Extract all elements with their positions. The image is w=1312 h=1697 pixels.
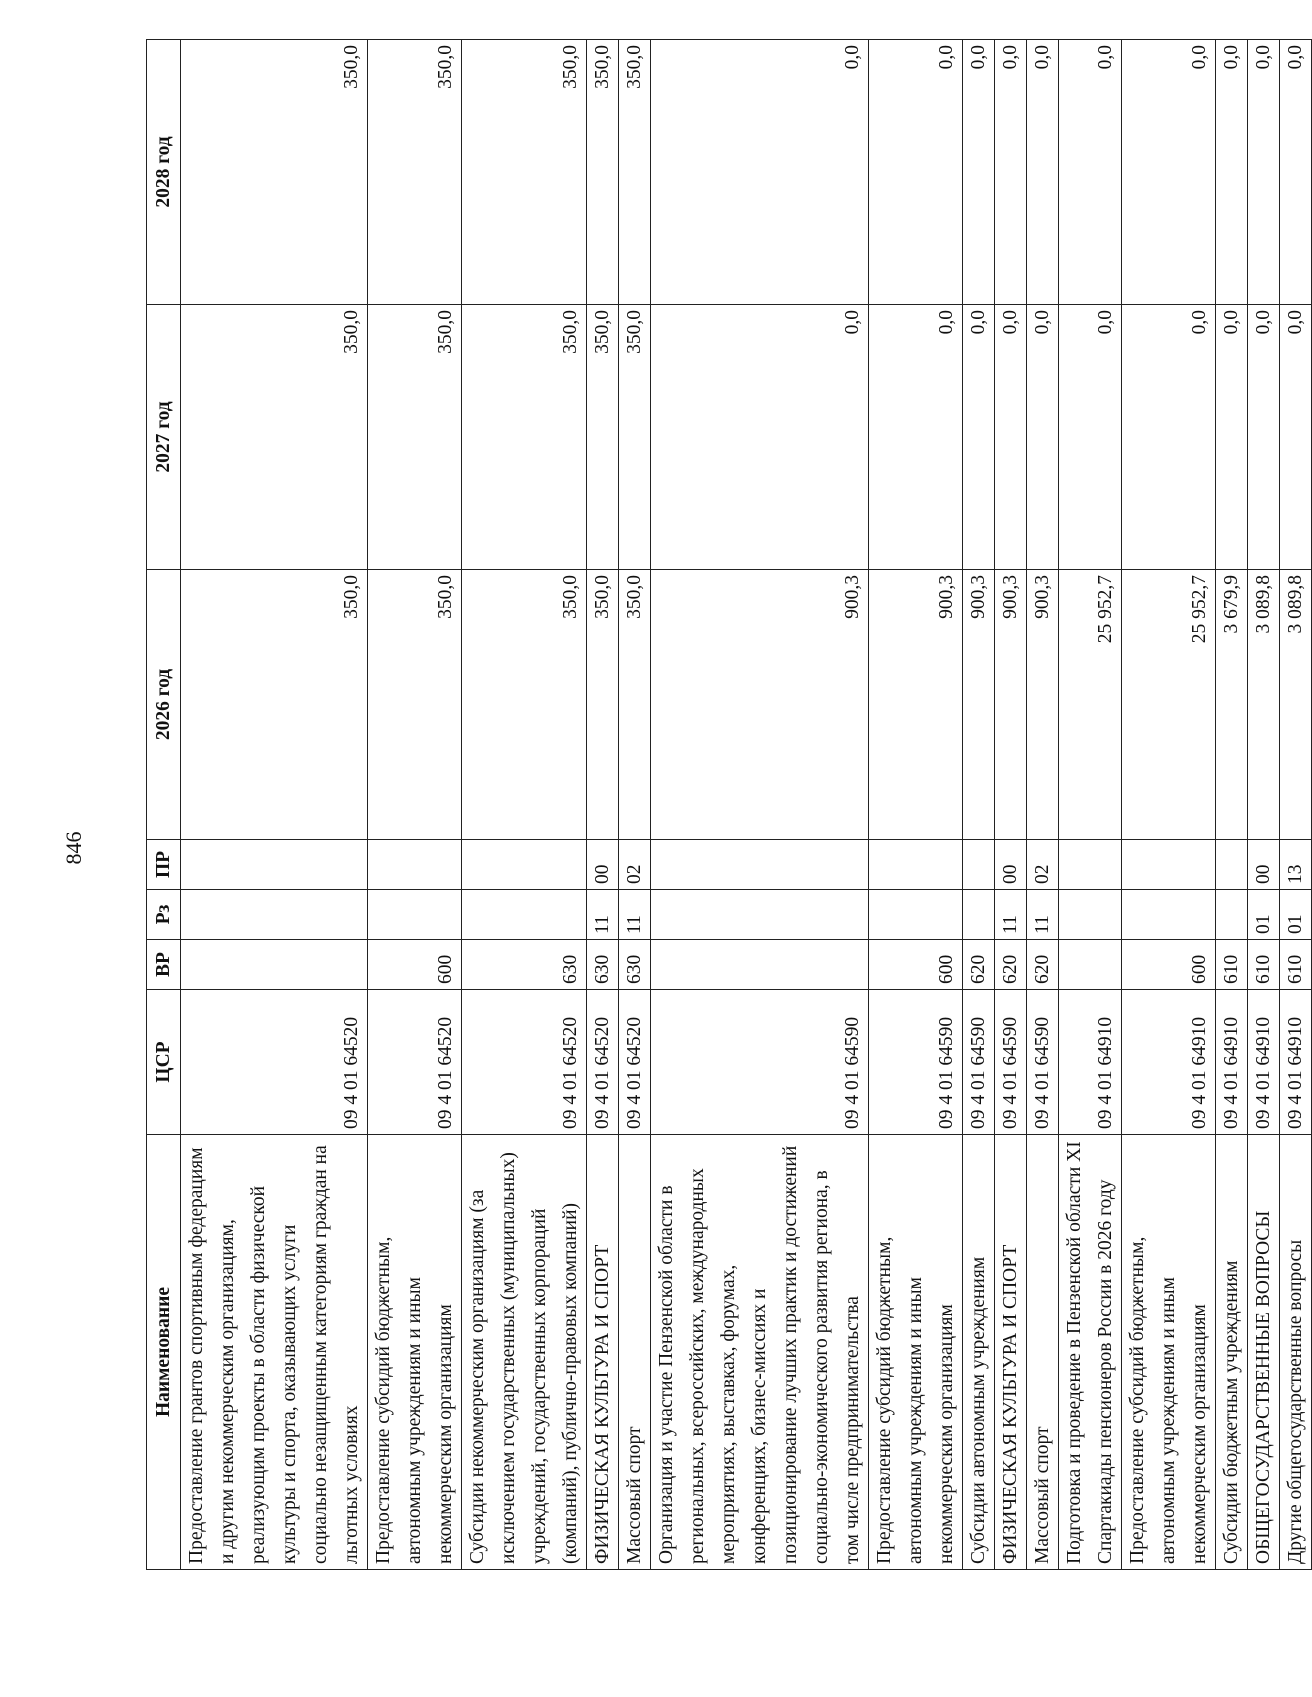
cell-vr: 610 — [1248, 940, 1280, 990]
table-row — [619, 40, 651, 1570]
cell-name: ФИЗИЧЕСКАЯ КУЛЬТУРА И СПОРТ — [587, 1135, 619, 1570]
cell-name: Массовый спорт — [1027, 1135, 1059, 1570]
cell-name: ОБЩЕГОСУДАРСТВЕННЫЕ ВОПРОСЫ — [1248, 1135, 1280, 1570]
cell-rz — [963, 890, 995, 940]
table-row — [181, 40, 368, 1570]
cell-vr: 630 — [587, 940, 619, 990]
cell-pr — [1059, 840, 1122, 890]
cell-pr: 00 — [587, 840, 619, 890]
cell-csr: 09 4 01 64520 — [462, 990, 587, 1135]
cell-vr: 610 — [1216, 940, 1248, 990]
cell-vr: 630 — [619, 940, 651, 990]
cell-pr — [368, 840, 462, 890]
table-row — [1122, 40, 1216, 1570]
cell-name: Субсидии бюджетным учреждениям — [1216, 1135, 1248, 1570]
cell-vr: 620 — [963, 940, 995, 990]
header-row — [147, 40, 181, 1570]
cell-2027: 350,0 — [181, 305, 368, 570]
table-body — [181, 40, 1312, 1570]
table-row — [963, 40, 995, 1570]
cell-2026: 3 089,8 — [1280, 570, 1312, 840]
cell-rz — [869, 890, 963, 940]
cell-2027: 0,0 — [1027, 305, 1059, 570]
cell-vr — [651, 940, 869, 990]
cell-name: Предоставление субсидий бюджетным, автономным учреждениям и иным некоммерческим организациям — [869, 1135, 963, 1570]
table-row — [368, 40, 462, 1570]
cell-2027: 0,0 — [1216, 305, 1248, 570]
cell-csr: 09 4 01 64910 — [1122, 990, 1216, 1135]
cell-vr: 600 — [869, 940, 963, 990]
cell-csr: 09 4 01 64590 — [963, 990, 995, 1135]
table-row — [587, 40, 619, 1570]
cell-name: Другие общегосударственные вопросы — [1280, 1135, 1312, 1570]
cell-pr — [651, 840, 869, 890]
cell-2028: 350,0 — [462, 40, 587, 305]
cell-csr: 09 4 01 64590 — [869, 990, 963, 1135]
cell-rz: 11 — [995, 890, 1027, 940]
cell-csr: 09 4 01 64590 — [651, 990, 869, 1135]
cell-2028: 0,0 — [1059, 40, 1122, 305]
cell-rz — [1216, 890, 1248, 940]
cell-2028: 0,0 — [651, 40, 869, 305]
cell-pr: 00 — [995, 840, 1027, 890]
table-row — [995, 40, 1027, 1570]
cell-name: Массовый спорт — [619, 1135, 651, 1570]
cell-name: Организация и участие Пензенской области в региональных, всероссийских, международных мероприятиях, выставках, форумах, конференциях, бизнес-миссиях и позиционирование лучших практик и достижений социально-экономического развития региона, в том числе предпринимательства — [651, 1135, 869, 1570]
table-row — [869, 40, 963, 1570]
cell-rz — [368, 890, 462, 940]
cell-csr: 09 4 01 64910 — [1280, 990, 1312, 1135]
cell-2026: 3 089,8 — [1248, 570, 1280, 840]
cell-pr — [1216, 840, 1248, 890]
cell-2026: 350,0 — [587, 570, 619, 840]
cell-2026: 350,0 — [181, 570, 368, 840]
cell-csr: 09 4 01 64910 — [1059, 990, 1122, 1135]
cell-name: Предоставление субсидий бюджетным, автономным учреждениям и иным некоммерческим организациям — [1122, 1135, 1216, 1570]
rotated-table-container — [146, 40, 1306, 1570]
table-row — [1059, 40, 1122, 1570]
cell-2026: 900,3 — [995, 570, 1027, 840]
cell-2028: 0,0 — [995, 40, 1027, 305]
cell-pr: 02 — [619, 840, 651, 890]
cell-2027: 350,0 — [587, 305, 619, 570]
cell-2027: 0,0 — [869, 305, 963, 570]
header-2026: 2026 год — [147, 570, 181, 840]
cell-pr — [963, 840, 995, 890]
cell-2026: 900,3 — [869, 570, 963, 840]
cell-pr: 13 — [1280, 840, 1312, 890]
cell-csr: 09 4 01 64910 — [1216, 990, 1248, 1135]
cell-rz: 01 — [1280, 890, 1312, 940]
cell-2028: 350,0 — [587, 40, 619, 305]
cell-2026: 3 679,9 — [1216, 570, 1248, 840]
cell-vr: 620 — [995, 940, 1027, 990]
cell-name: Субсидии автономным учреждениям — [963, 1135, 995, 1570]
cell-name: Предоставление субсидий бюджетным, автономным учреждениям и иным некоммерческим организациям — [368, 1135, 462, 1570]
cell-csr: 09 4 01 64520 — [181, 990, 368, 1135]
cell-pr: 02 — [1027, 840, 1059, 890]
cell-rz: 11 — [619, 890, 651, 940]
cell-pr — [869, 840, 963, 890]
cell-vr — [181, 940, 368, 990]
cell-csr: 09 4 01 64590 — [995, 990, 1027, 1135]
cell-2028: 350,0 — [619, 40, 651, 305]
cell-2026: 25 952,7 — [1122, 570, 1216, 840]
cell-2028: 350,0 — [368, 40, 462, 305]
header-2028: 2028 год — [147, 40, 181, 305]
header-rz: Рз — [147, 890, 181, 940]
cell-name: ФИЗИЧЕСКАЯ КУЛЬТУРА И СПОРТ — [995, 1135, 1027, 1570]
cell-2028: 0,0 — [963, 40, 995, 305]
table-row — [651, 40, 869, 1570]
cell-pr — [462, 840, 587, 890]
page-number: 846 — [61, 831, 86, 865]
cell-csr: 09 4 01 64520 — [619, 990, 651, 1135]
cell-rz — [1059, 890, 1122, 940]
cell-2026: 350,0 — [462, 570, 587, 840]
cell-csr: 09 4 01 64910 — [1248, 990, 1280, 1135]
cell-csr: 09 4 01 64590 — [1027, 990, 1059, 1135]
cell-2026: 900,3 — [651, 570, 869, 840]
cell-2028: 350,0 — [181, 40, 368, 305]
cell-2026: 350,0 — [368, 570, 462, 840]
cell-rz — [462, 890, 587, 940]
cell-csr: 09 4 01 64520 — [587, 990, 619, 1135]
cell-csr: 09 4 01 64520 — [368, 990, 462, 1135]
cell-2027: 0,0 — [651, 305, 869, 570]
cell-2027: 350,0 — [462, 305, 587, 570]
cell-2026: 350,0 — [619, 570, 651, 840]
cell-2027: 0,0 — [1248, 305, 1280, 570]
table-row — [1216, 40, 1248, 1570]
cell-vr — [1059, 940, 1122, 990]
cell-2028: 0,0 — [869, 40, 963, 305]
cell-2028: 0,0 — [1027, 40, 1059, 305]
cell-pr — [1122, 840, 1216, 890]
cell-pr: 00 — [1248, 840, 1280, 890]
cell-rz: 11 — [1027, 890, 1059, 940]
cell-vr: 600 — [1122, 940, 1216, 990]
cell-rz: 01 — [1248, 890, 1280, 940]
header-name: Наименование — [147, 1135, 181, 1570]
cell-vr: 620 — [1027, 940, 1059, 990]
header-2027: 2027 год — [147, 305, 181, 570]
cell-2027: 0,0 — [1122, 305, 1216, 570]
cell-2027: 0,0 — [963, 305, 995, 570]
cell-rz: 11 — [587, 890, 619, 940]
cell-name: Предоставление грантов спортивным федерациям и другим некоммерческим организациям, реализующим проекты в области физической культуры и спорта, оказывающих услуги социально незащищенным категориям граждан на льготных условиях — [181, 1135, 368, 1570]
cell-2027: 0,0 — [1280, 305, 1312, 570]
cell-rz — [181, 890, 368, 940]
cell-2028: 0,0 — [1280, 40, 1312, 305]
cell-2026: 900,3 — [1027, 570, 1059, 840]
cell-rz — [1122, 890, 1216, 940]
cell-2026: 900,3 — [963, 570, 995, 840]
table-row — [1027, 40, 1059, 1570]
cell-rz — [651, 890, 869, 940]
cell-2027: 0,0 — [1059, 305, 1122, 570]
header-vr: ВР — [147, 940, 181, 990]
table-row — [1248, 40, 1280, 1570]
cell-vr: 610 — [1280, 940, 1312, 990]
cell-2027: 350,0 — [368, 305, 462, 570]
cell-vr: 630 — [462, 940, 587, 990]
cell-2027: 0,0 — [995, 305, 1027, 570]
table-row — [1280, 40, 1312, 1570]
table-row — [462, 40, 587, 1570]
cell-2027: 350,0 — [619, 305, 651, 570]
header-csr: ЦСР — [147, 990, 181, 1135]
cell-name: Подготовка и проведение в Пензенской области XI Спартакиады пенсионеров России в 2026 году — [1059, 1135, 1122, 1570]
cell-vr: 600 — [368, 940, 462, 990]
cell-name: Субсидии некоммерческим организациям (за исключением государственных (муниципальных) учреждений, государственных корпораций (компаний), публично-правовых компаний) — [462, 1135, 587, 1570]
cell-2028: 0,0 — [1248, 40, 1280, 305]
cell-2028: 0,0 — [1216, 40, 1248, 305]
header-pr: ПР — [147, 840, 181, 890]
cell-pr — [181, 840, 368, 890]
cell-2026: 25 952,7 — [1059, 570, 1122, 840]
budget-table — [146, 39, 1312, 1570]
cell-2028: 0,0 — [1122, 40, 1216, 305]
